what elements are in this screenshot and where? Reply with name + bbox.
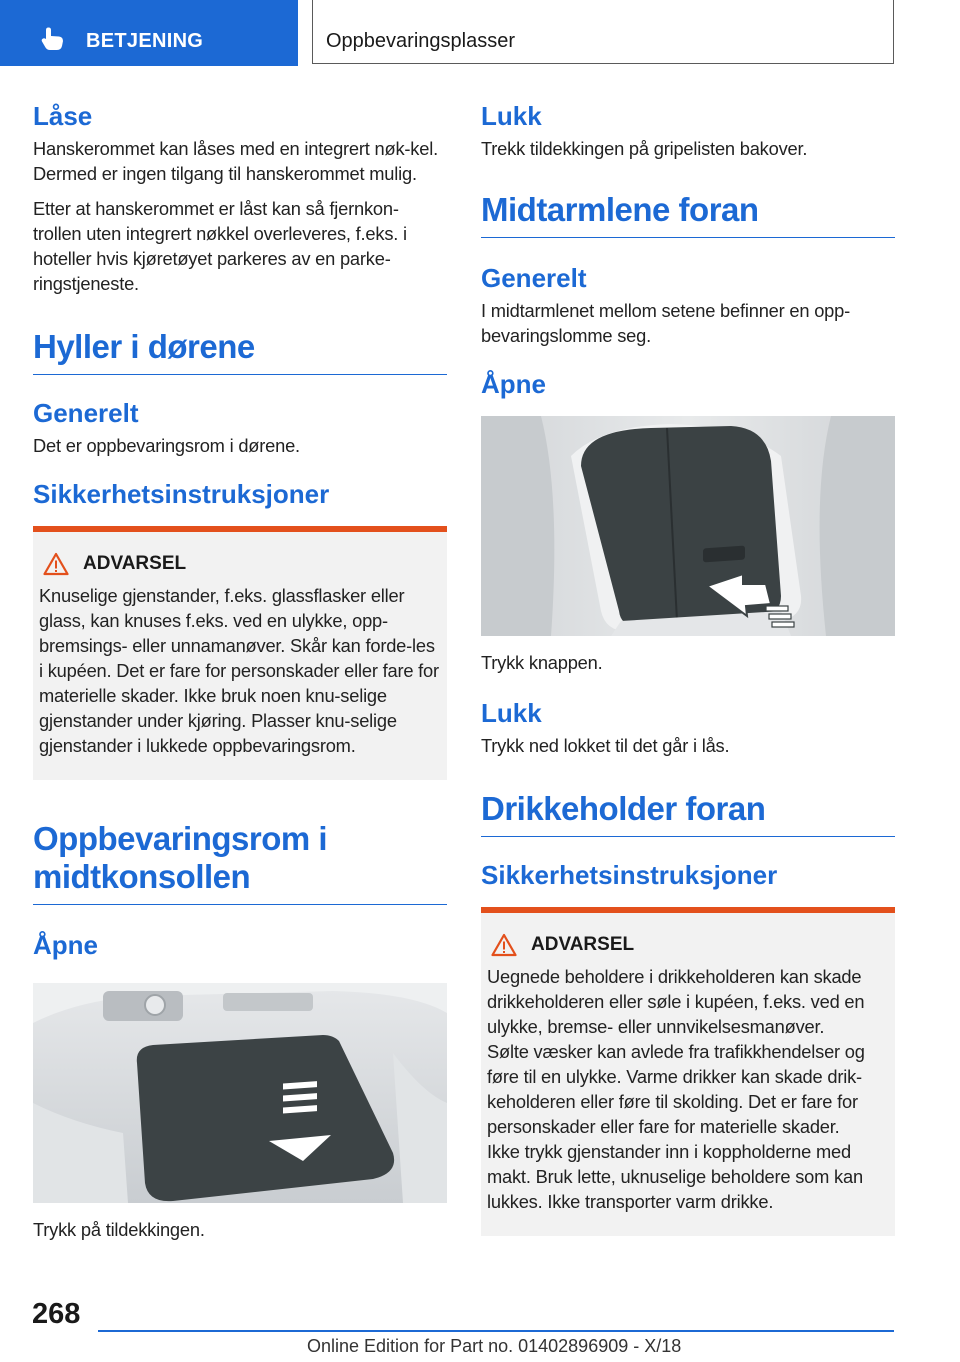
heading-apne: Åpne: [481, 369, 546, 399]
paragraph: Hanskerommet kan låses med en integrert nøk-kel. Dermed er ingen tilgang til hanskerommet mulig.: [33, 138, 438, 184]
paragraph: Trykk ned lokket til det går i lås.: [481, 735, 730, 756]
heading-generelt: Generelt: [481, 263, 587, 293]
heading-lase: Låse: [33, 101, 93, 131]
footer-rule: [98, 1330, 894, 1332]
warning-text: Uegnede beholdere i drikkeholderen kan skade drikkeholderen eller søle i kupéen, f.eks. ved en ulykke, bremse- eller unnvikelsesmanøver.: [487, 966, 865, 1037]
paragraph: Etter at hanskerommet er låst kan så fjernkon-trollen uten integrert nøkkel overleveres, f.eks. i hoteller hvis kjøretøyet parkeres av en parke-ringstjeneste.: [33, 198, 407, 294]
illustration-caption: Trykk på tildekkingen.: [33, 1219, 205, 1240]
warning-box: [33, 526, 447, 780]
paragraph: I midtarmlenet mellom setene befinner en opp-bevaringslomme seg.: [481, 300, 851, 346]
warning-title: ADVARSEL: [83, 553, 187, 574]
armrest-illustration: [481, 416, 895, 636]
footer-edition: Online Edition for Part no. 01402896909 - X/18: [307, 1336, 682, 1356]
section-label: BETJENING: [86, 30, 204, 52]
heading-drikkeholder: Drikkeholder foran: [481, 790, 895, 837]
heading-midtarmlene: Midtarmlene foran: [481, 191, 895, 238]
heading-lukk: Lukk: [481, 101, 542, 131]
illustration-caption: Trykk knappen.: [481, 652, 603, 673]
heading-apne: Åpne: [33, 930, 98, 960]
page-number: 268: [32, 1298, 81, 1330]
heading-sikkerhet: Sikkerhetsinstruksjoner: [481, 860, 778, 890]
heading-generelt: Generelt: [33, 398, 139, 428]
chapter-title: Oppbevaringsplasser: [326, 30, 515, 52]
heading-oppbevaringsrom: Oppbevaringsrom i midtkonsollen: [33, 820, 447, 905]
illustration-armrest: [481, 416, 895, 636]
warning-text: Sølte væsker kan avlede fra trafikkhendelser og føre til en ulykke. Varme drikker kan skade drik-keholderen eller føre til skolding. Det er fare for personskader eller fare for materielle skader.: [487, 1041, 865, 1137]
warning-title: ADVARSEL: [531, 934, 635, 955]
warning-text: Knuselige gjenstander, f.eks. glassflasker eller glass, kan knuses f.eks. ved en ulykke, opp-bremsings- eller unnamanøver. Skår kan forde-les i kupéen. Det er fare for personskader eller fare for materielle skader. Ikke bruk noen knu-selige gjenstander under kjøring. Plasser knu-selige gjenstander i lukkede oppbevaringsrom.: [39, 585, 439, 756]
hand-pointer-icon: [40, 27, 66, 51]
console-illustration: [33, 983, 447, 1203]
left-column: [33, 100, 447, 1242]
heading-hyller: Hyller i dørene: [33, 328, 447, 375]
illustration-console-cover: [33, 983, 447, 1203]
heading-lukk: Lukk: [481, 698, 542, 728]
warning-text: Ikke trykk gjenstander inn i koppholderne med makt. Bruk lette, uknuselige beholdere som kan lukkes. Ikke transporter varm drikke.: [487, 1141, 863, 1212]
paragraph: Trekk tildekkingen på gripelisten bakover.: [481, 138, 808, 159]
paragraph: Det er oppbevaringsrom i dørene.: [33, 435, 300, 456]
right-column: [481, 100, 895, 1236]
warning-triangle-icon: [491, 933, 517, 957]
warning-triangle-icon: [43, 552, 69, 576]
warning-box: [481, 907, 895, 1236]
heading-sikkerhet: Sikkerhetsinstruksjoner: [33, 479, 330, 509]
